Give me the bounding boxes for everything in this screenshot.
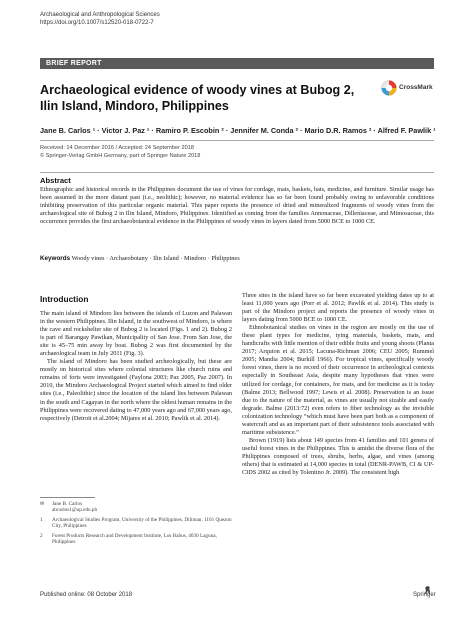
abstract-text: Ethnographic and historical records in the Philippines document the use of vines for cordage, mats, baskets, hats, medicine, and furniture. Similar usage has been assumed in the more distant past (i.e., neolithic); however, no material evidence has so far been found probably owing to unfavorable conditions inhibiting preservation of this particular organic material. This paper reports the presence of dried and mineralized fragments of woody vines from the archaeological site of Bubog 2 in Ilin Island, Mindoro, Philippines. Identified as coming from the families Annonaceae, Dilleniaceae, and Mimosaceae, this occurrence provides the first archaeobotanical evidence in the Philippines of woody vines in layers dated from 5000 BCE to 1000 CE. bbox=[40, 186, 434, 226]
affiliation bbox=[40, 517, 232, 530]
affiliation-text: Archaeological Studies Program, University of the Philippines, Diliman, 1101 Quezon City, Philippines bbox=[52, 516, 232, 530]
intro-paragraph: The main island of Mindoro lies between the islands of Luzon and Palawan in the western Philippines. Ilin Island, in the southwest of Mindoro, is where the cave and rockshelter site of Bubog 2 is located (Figs. 1 and 2). Bubog 2 is part of Barangay Pawikan, Municipality of San Jose. From San Jose, the site is 45–75 min away by boat. Bubog 2 was first documented by the archaeological team in July 2011 (Fig. 3). bbox=[40, 310, 232, 358]
keywords-label: Keywords bbox=[40, 255, 71, 262]
article-title: Archaeological evidence of woody vines at Bubog 2, Ilin Island, Mindoro, Philippines bbox=[40, 83, 355, 113]
corresponding-name: Jane B. Carlos bbox=[52, 501, 83, 507]
body-paragraph: Three sites in the island have so far been excavated yielding dates up to at least 11,000 years ago (Porr et al. 2012; Pawlik et al. 2014). This study is part of the Mindoro project and reports the presence of woody vines in layers dating from 5000 BCE to 1000 CE. bbox=[242, 292, 434, 324]
corresponding-email[interactable]: abcarlos1@up.edu.ph bbox=[52, 507, 98, 514]
journal-name: Archaeological and Anthropological Sciences bbox=[40, 12, 160, 18]
journal-header bbox=[40, 12, 160, 27]
journal-doi[interactable]: https://doi.org/10.1007/s12520-018-0722-7 bbox=[40, 19, 154, 26]
left-column-body bbox=[40, 310, 232, 423]
affiliation-marker: 1 bbox=[40, 516, 43, 523]
crossmark-icon bbox=[381, 80, 397, 96]
crossmark-badge[interactable] bbox=[381, 80, 437, 102]
keywords-line bbox=[40, 255, 434, 262]
introduction-heading: Introduction bbox=[40, 294, 89, 304]
copyright: © Springer-Verlag GmbH Germany, part of Springer Nature 2018 bbox=[40, 152, 201, 159]
keywords-text: Woody vines · Archaeobotany · Ilin Island · Mindoro · Philippines bbox=[71, 255, 240, 262]
intro-paragraph: The island of Mindoro has been studied archeologically, but these are mostly on historical sites where colonial structures like church ruins and remains of forts were investigated (Faylona 2003; Paz 2005, Paz 2007). In 2010, the Mindoro Archaeological Project started which aimed to find older sites (i.e., Paleolithic) since the location of the island lies between Palawan in the south and Cagayan in the north where the oldest human remains in the Philippines were recovered dating to 47,000 years ago and 67,000 years ago, respectively (Detroit et al.2004; Mijares et al. 2010; Pawlik et al. 2014). bbox=[40, 358, 232, 422]
envelope-icon: ✉ bbox=[40, 501, 45, 507]
article-dates bbox=[40, 145, 200, 161]
corresponding-author bbox=[40, 501, 232, 514]
published-online: Published online: 08 October 2018 bbox=[40, 592, 133, 598]
abstract-heading: Abstract bbox=[40, 176, 71, 185]
affiliation-text: Forest Products Research and Development Institute, Los Baños, 4030 Laguna, Philippines bbox=[52, 532, 217, 546]
received-accepted: Received: 14 December 2016 / Accepted: 24 September 2018 bbox=[40, 145, 194, 151]
divider bbox=[40, 140, 434, 141]
affiliation-marker: 2 bbox=[40, 532, 43, 539]
body-paragraph: Ethnobotanical studies on vines in the region are mostly on the use of these plant types for medicine, tying materials, baskets, mats, and handicrafts with little mention of their edible fruits and young shoots (Planta 2017; Arquion et al. 2015; Lacuna-Richman 2006; CEU 2005; Rummel 2005; Mandia 2004; Burkill 1966). For tropical vines, specifically woody forest vines, there is no record of their occurrence in archeological contexts especially in Southeast Asia, despite many hypotheses that vines were utilized for cordage, for containers, for mats, and for medicine as it is today (Balme 2013; Bellwood 1997; Lewis et al. 2008). Preservation is an issue due to the nature of the material, as vines are usually not sizable and easily degrade. Balme (2013:72) even refers to fiber technology as the invisible colonization technology “which must have been part both as a component of watercraft and as an important part of their subsistence tools associated with maritime subsistence.” bbox=[242, 324, 434, 436]
footnote-divider bbox=[40, 497, 95, 498]
publisher-name: Springer bbox=[413, 592, 436, 598]
article-type-label: BRIEF REPORT bbox=[46, 59, 102, 67]
footnotes bbox=[40, 501, 232, 548]
right-column-body bbox=[242, 292, 434, 477]
author-list: Jane B. Carlos ¹ · Victor J. Paz ¹ · Ramiro P. Escobin ² · Jennifer M. Conda ² · Mario D.R. Ramos ² · Alfred F. Pawlik ¹ bbox=[40, 126, 436, 135]
article-type-banner bbox=[40, 58, 434, 69]
crossmark-label: CrossMark bbox=[399, 84, 433, 91]
divider bbox=[40, 172, 434, 173]
affiliation bbox=[40, 533, 232, 546]
body-paragraph: Brown (1919) lists about 149 species from 41 families and 101 genera of useful forest vines in the Philippines. This is amidst the diverse flora of the Philippines composed of trees, shrubs, herbs, algae, and vines (among others) that is estimated at 14,000 species in total (DENR-PAWB, CI & UP-CIDS 2002 as cited by Tolentino Jr. 2009). The consistent high bbox=[242, 436, 434, 477]
